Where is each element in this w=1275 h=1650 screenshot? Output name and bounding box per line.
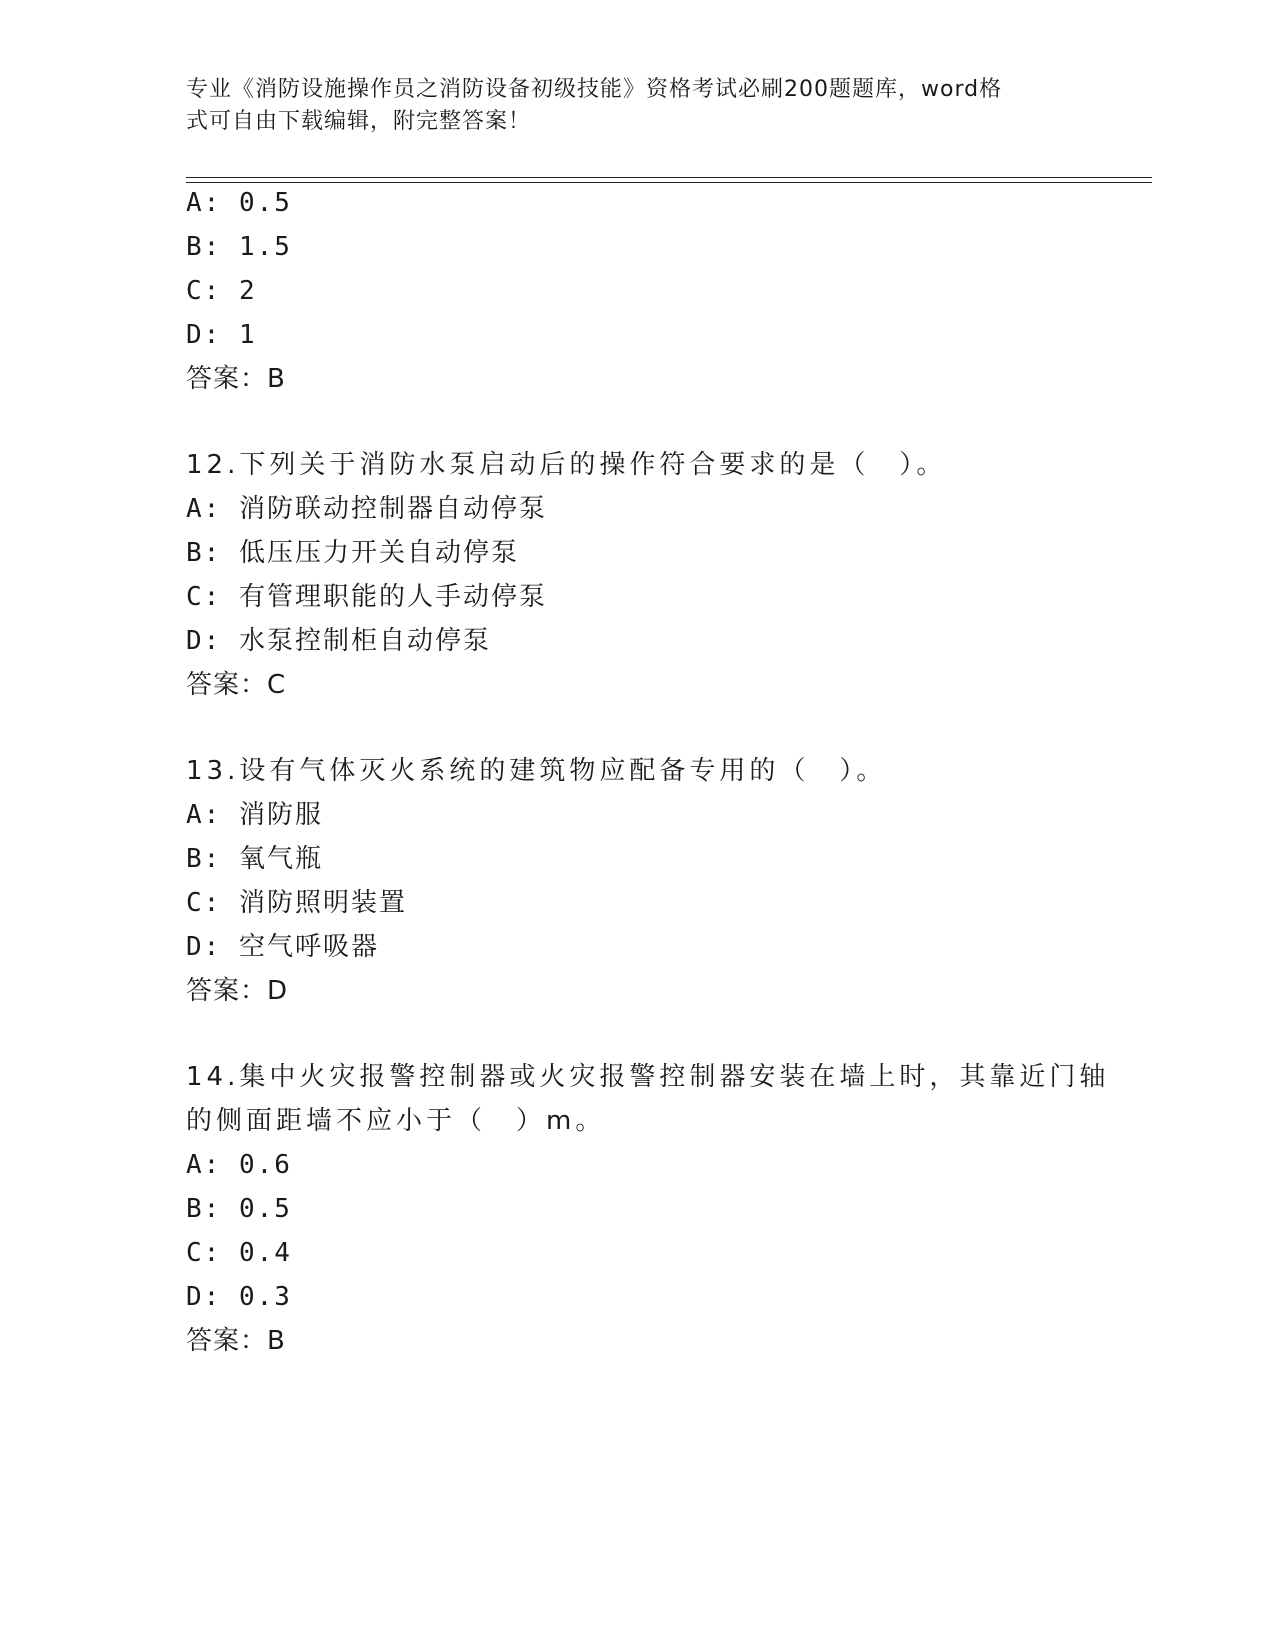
q12-option-b: B: 低压压力开关自动停泵 (186, 538, 519, 568)
q11-option-b: B: 1.5 (186, 232, 292, 262)
q12-stem: 12.下列关于消防水泵启动后的操作符合要求的是（ ）。 (186, 450, 947, 480)
q13-option-c: C: 消防照明装置 (186, 888, 407, 918)
q14-option-b: B: 0.5 (186, 1194, 292, 1224)
q14-stem-line-2: 的侧面距墙不应小于（ ）m。 (186, 1106, 606, 1136)
q13-option-d: D: 空气呼吸器 (186, 932, 379, 962)
q12-option-a: A: 消防联动控制器自动停泵 (186, 494, 547, 524)
q12-option-c: C: 有管理职能的人手动停泵 (186, 582, 547, 612)
header-line-2: 式可自由下载编辑，附完整答案！ (186, 109, 532, 134)
header-divider-top (186, 177, 1152, 178)
q14-stem-line-1: 14.集中火灾报警控制器或火灾报警控制器安装在墙上时，其靠近门轴 (186, 1062, 1110, 1092)
q13-option-b: B: 氧气瓶 (186, 844, 323, 874)
q12-answer: 答案：C (186, 670, 287, 700)
q12-option-d: D: 水泵控制柜自动停泵 (186, 626, 491, 656)
q14-option-a: A: 0.6 (186, 1150, 292, 1180)
header-line-1: 专业《消防设施操作员之消防设备初级技能》资格考试必刷200题题库，word格 (186, 77, 1003, 102)
q13-answer: 答案：D (186, 976, 289, 1006)
q13-stem: 13.设有气体灭火系统的建筑物应配备专用的（ ）。 (186, 756, 887, 786)
q11-option-c: C: 2 (186, 276, 257, 306)
q11-answer: 答案：B (186, 364, 286, 394)
header-divider-bottom (186, 182, 1152, 183)
q13-option-a: A: 消防服 (186, 800, 323, 830)
q14-option-c: C: 0.4 (186, 1238, 292, 1268)
q11-option-d: D: 1 (186, 320, 257, 350)
document-header (186, 74, 1066, 138)
q14-answer: 答案：B (186, 1326, 286, 1356)
q14-option-d: D: 0.3 (186, 1282, 292, 1312)
q11-option-a: A: 0.5 (186, 188, 292, 218)
